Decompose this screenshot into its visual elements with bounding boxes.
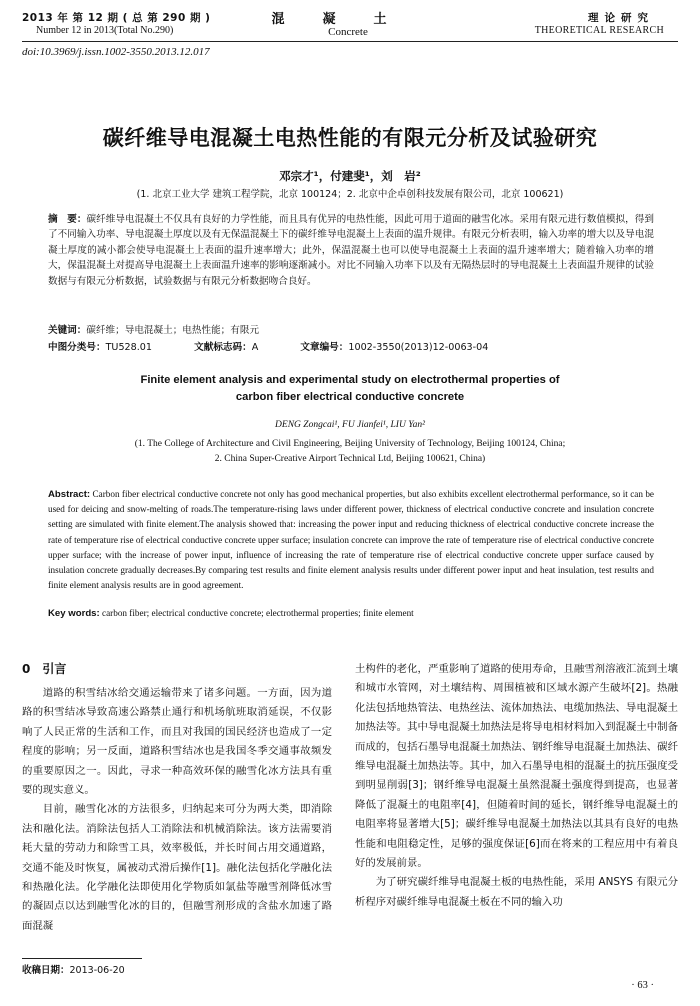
paper-title-en-line2: carbon fiber electrical conductive concrete [235, 391, 465, 403]
section-heading-introduction: 0 引言 [22, 662, 67, 676]
clc-label: 中图分类号： [48, 342, 106, 353]
affiliation-en [0, 437, 700, 467]
page-number: · 63 · [631, 980, 654, 991]
paragraph: 为了研究碳纤维导电混凝土板的电热性能，采用 ANSYS 有限元分析程序对碳纤维导电混凝土板在不同的输入功 [355, 876, 678, 908]
affiliation-en-line2: 2. China Super-Creative Airport Technical Ltd, Beijing 100621, China) [214, 454, 486, 464]
abstract-cn-label: 摘 要： [48, 214, 87, 225]
section-name-en: THEORETICAL RESEARCH [534, 25, 664, 36]
keywords-cn [48, 322, 259, 336]
journal-name-en: Concrete [328, 26, 368, 38]
body-column-left [22, 684, 332, 936]
abstract-en-label: Abstract: [48, 489, 91, 500]
keywords-cn-label: 关键词： [48, 325, 87, 336]
affiliation-cn: (1. 北京工业大学 建筑工程学院，北京 100124；2. 北京中企卓创科技发展有限公司，北京 100621) [136, 189, 564, 200]
abstract-en [48, 487, 654, 593]
keywords-cn-text: 碳纤维；导电混凝土；电热性能；有限元 [86, 325, 260, 336]
paragraph: 土构件的老化，严重影响了道路的使用寿命，且融雪剂溶液汇流到土壤和城市水管网，对土壤结构、周围植被和区域水源产生破坏[2]。热融化法包括地热管法、电热丝法、流体加热法、电缆加热法、导电混凝土加热法等。其中导电混凝土加热法是将导电相材料加入到混凝土中制备而成的，包括石墨导电混凝土加热法、钢纤维导电混凝土加热法、碳纤维导电混凝土加热法等。其中，加入石墨导电相的混凝土的抗压强度受到明显削弱[3]；钢纤维导电混凝土虽然混凝土强度得到提高，也显著降低了混凝土的电阻率[4]，但随着时间的延长，钢纤维导电混凝土的电阻率将显著增大[5]；碳纤维导电混凝土加热法以其具有良好的电热性能和电阻稳定性，足够的强度保证[6]而在将来的工程应用中有着良好的发展前景。 [355, 663, 678, 870]
authors-en: DENG Zongcai¹, FU Jianfei¹, LIU Yan² [275, 420, 425, 430]
footnote-divider [22, 958, 142, 959]
abstract-cn-text: 碳纤维导电混凝土不仅具有良好的力学性能，而且具有优异的电热性能，因此可用于道面的融雪化冰。采用有限元进行数值模拟，得到了不同输入功率、导电混凝土厚度以及有无保温混凝土下的碳纤维导电混凝土上表面的温升规律。有限元分析表明，输入功率的增大以及导电混凝土厚度的减小都会使导电混凝土上表面的温升速率增大；此外，保温混凝土也可以使导电混凝土上表面的温升速率增大；随着输入功率的增大，保温混凝土对提高导电混凝土上表面温升速率的影响逐渐减小。对比不同输入功率下以及有无隔热层时的导电混凝土上表面温升规律的试验数据与有限元分析数据，试验数据与有限元分析数据吻合良好。 [48, 214, 655, 287]
affiliation-en-line1: (1. The College of Architecture and Civil Engineering, Beijing University of Technology, Beijing 100124, China; [134, 439, 566, 449]
body-column-right [355, 660, 678, 912]
article-number-value: 1002-3550(2013)12-0063-04 [348, 342, 489, 353]
journal-issue-cn: 2013 年 第 12 期 ( 总 第 290 期 ) [22, 12, 211, 24]
paragraph: 道路的积雪结冰给交通运输带来了诸多问题。一方面，因为道路的积雪结冰导致高速公路禁止通行和机场航班取消延误，不仅影响了人民正常的生活和工作，而且对我国的国民经济也造成了一定程度的影响；另一反面，道路积雪结冰也是我国冬季交通事故频发的重要原因之一。因此，寻求一种高效环保的融雪化冰方法具有重要的现实意义。 [22, 687, 332, 797]
doc-code-value: A [251, 342, 259, 353]
journal-issue-en: Number 12 in 2013(Total No.290) [36, 25, 174, 36]
abstract-cn [48, 212, 654, 289]
paragraph: 目前，融雪化冰的方法很多，归纳起来可分为两大类，即消除法和融化法。消除法包括人工消除法和机械消除法。该方法需要消耗大量的劳动力和除雪工具，效率极低，并长时间占用交通道路，交通不能及时恢复，属被动式滑后操作[1]。融化法包括化学融化法和热融化法。化学融化法即使用化学物质如氯盐等融雪剂降低冰雪的凝固点以达到融雪化冰的目的，但融雪剂形成的含盐水加速了路面混凝 [22, 803, 332, 932]
journal-name-cn: 混凝土 [271, 12, 425, 27]
section-name-cn: 理论研究 [588, 12, 654, 24]
header-divider [22, 41, 678, 42]
keywords-en-label: Key words: [48, 608, 100, 619]
paper-title-en-line1: Finite element analysis and experimental study on electrothermal properties of [140, 374, 560, 386]
abstract-en-text: Carbon fiber electrical conductive concrete not only has good mechanical properties, but also exhibits excellent electrothermal performance, so it can be used for deicing and snow-melting of roads.The temperature-rising laws under different power, thickness of electrical conductive concrete and insulation concrete setting are simulated with finite element.The analysis showed that: increasing the power input and reducing thickness of electrical conductive concrete increase the rate of temperature rise of electrical conductive concrete upper surface; insulation concrete can improve the rate of temperature rise of electrical conductive concrete upper surface; with the increase of power input, influence of increasing the rate of temperature rise of electrical conductive concrete upper surface caused by insulation concrete gradually decreases.By comparing test results and finite element analysis results under different power input and heat insulation, test results and finite element analysis results are in good agreement. [48, 489, 655, 591]
keywords-en [48, 608, 414, 619]
paper-title-cn: 碳纤维导电混凝土电热性能的有限元分析及试验研究 [102, 126, 598, 150]
keywords-en-text: carbon fiber; electrical conductive concrete; electrothermal properties; finite element [102, 608, 414, 618]
received-date [22, 962, 125, 976]
paper-title-en [0, 372, 700, 406]
doc-code-label: 文献标志码： [194, 342, 252, 353]
received-date-label: 收稿日期： [22, 965, 70, 976]
classification-line [48, 339, 488, 353]
received-date-value: 2013-06-20 [69, 965, 125, 976]
article-number-label: 文章编号： [300, 342, 349, 353]
clc-value: TU528.01 [105, 342, 153, 353]
authors-cn: 邓宗才¹，付建斐¹，刘 岩² [279, 169, 421, 183]
doi[interactable]: doi:10.3969/j.issn.1002-3550.2013.12.017 [22, 46, 210, 58]
